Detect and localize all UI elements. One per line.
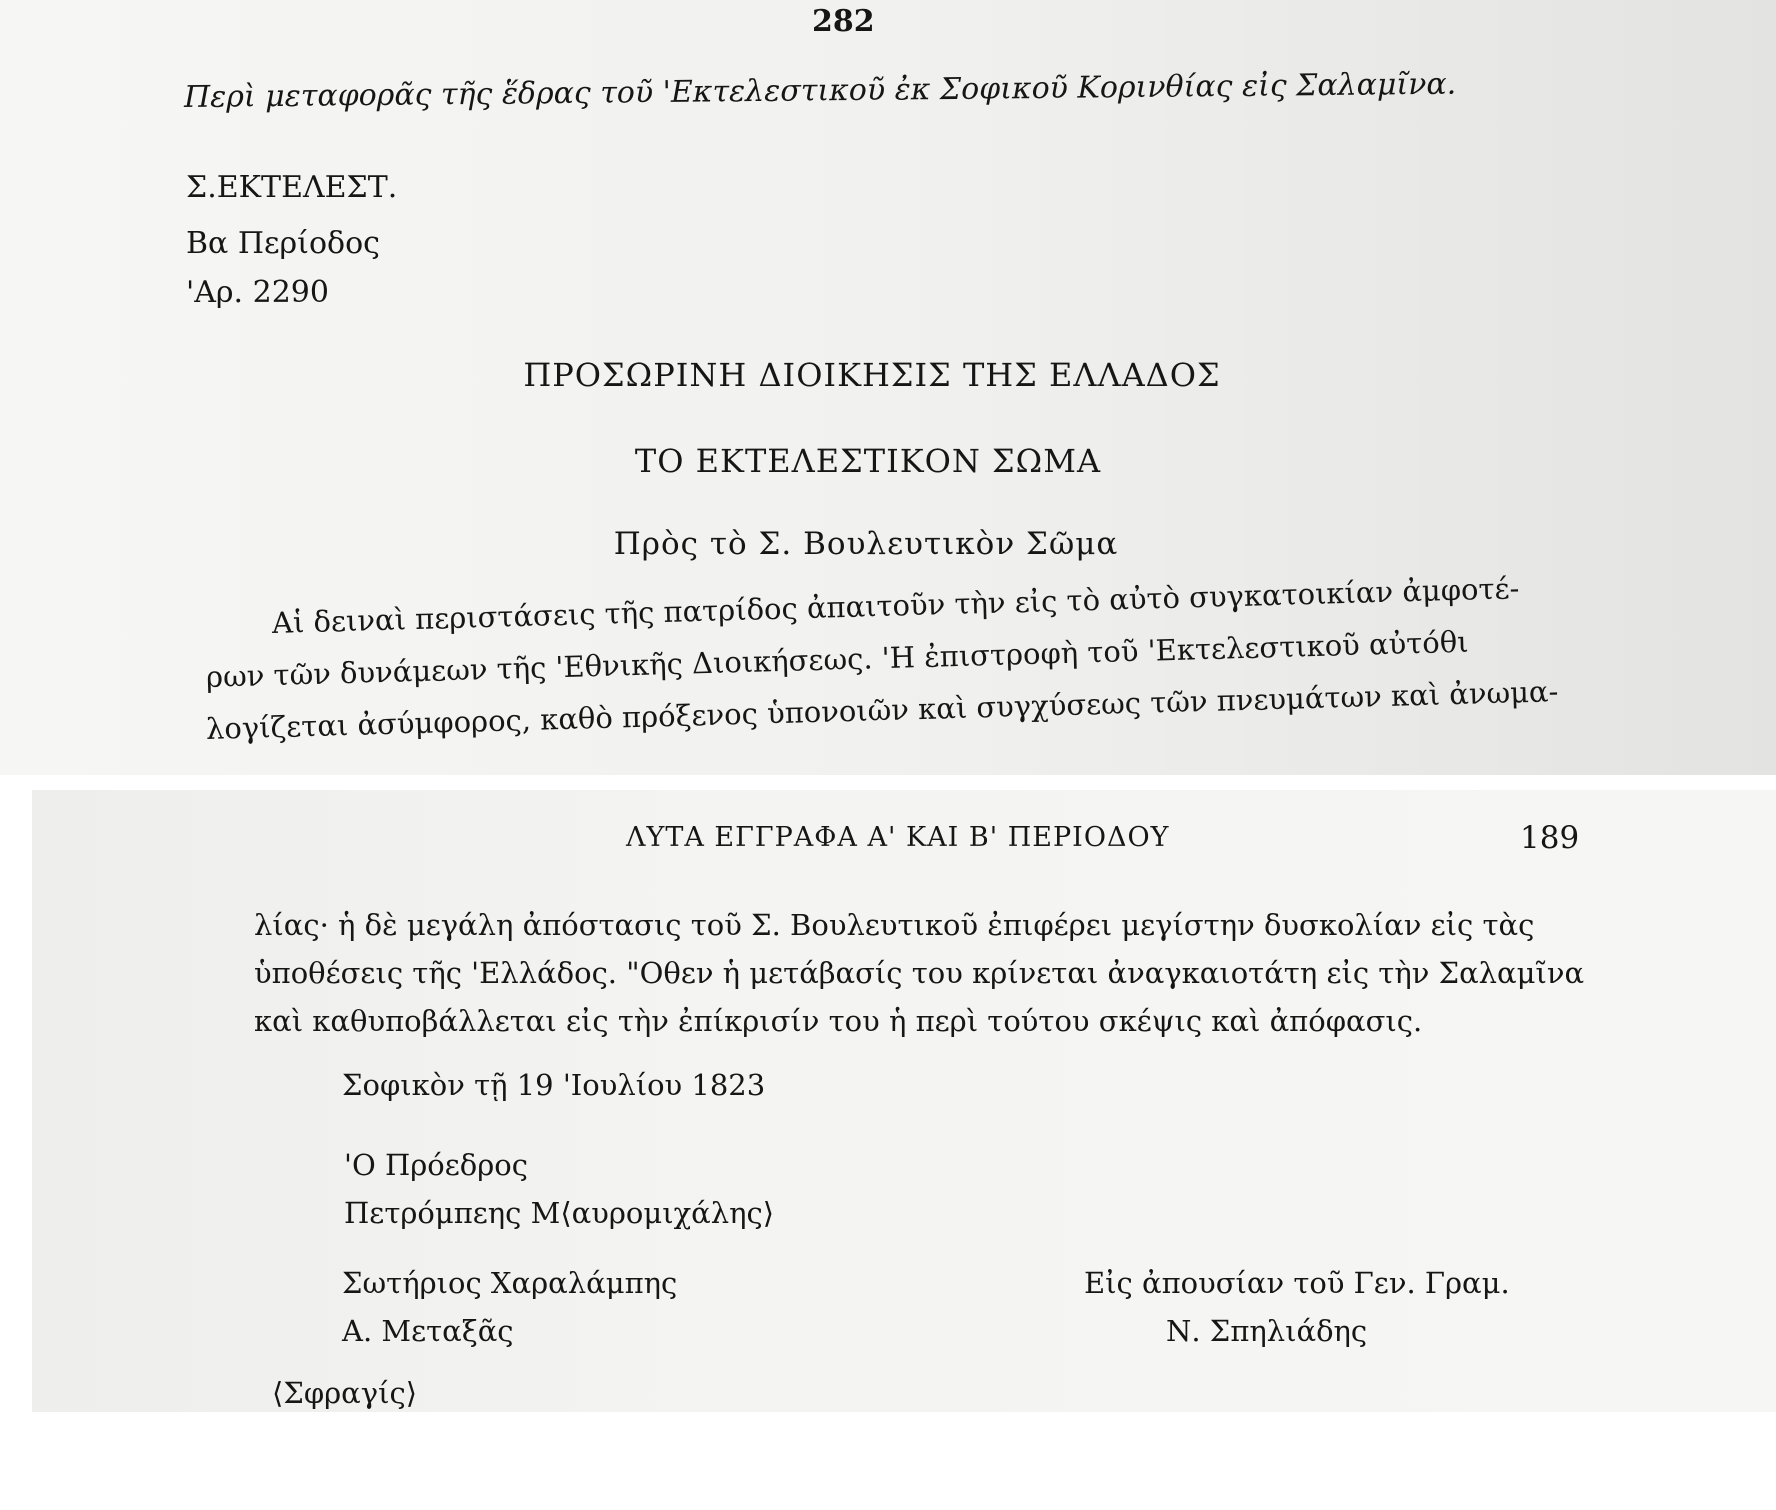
seal-note: ⟨Σφραγίς⟩ bbox=[272, 1376, 418, 1410]
page-number: 282 bbox=[812, 4, 875, 39]
heading-government: ΠΡΟΣΩΡΙΝΗ ΔΙΟΙΚΗΣΙΣ ΤΗΣ ΕΛΛΑΔΟΣ bbox=[523, 356, 1221, 394]
heading-addressee: Πρὸς τὸ Σ. Βουλευτικὸν Σῶμα bbox=[613, 526, 1119, 562]
body-line-5: ὑποθέσεις τῆς 'Ελλάδος. "Οθεν ἡ μετάβασίς του κρίνεται ἀναγκαιοτάτη εἰς τὴν Σαλαμῖνα bbox=[254, 956, 1585, 990]
ref-line-3: 'Αρ. 2290 bbox=[186, 275, 329, 310]
absence-note: Εἰς ἀπουσίαν τοῦ Γεν. Γραμ. bbox=[1084, 1266, 1510, 1300]
body-line-6: καὶ καθυποβάλλεται εἰς τὴν ἐπίκρισίν του ἡ περὶ τούτου σκέψις καὶ ἀπόφασις. bbox=[254, 1004, 1423, 1038]
body-line-4: λίας· ἡ δὲ μεγάλη ἀπόστασις τοῦ Σ. Βουλευτικοῦ ἐπιφέρει μεγίστην δυσκολίαν εἰς τὰς bbox=[254, 908, 1535, 942]
president-name: Πετρόμπεης Μ⟨αυρομιχάλης⟩ bbox=[344, 1196, 775, 1230]
date-line: Σοφικὸν τῇ 19 'Ιουλίου 1823 bbox=[342, 1068, 766, 1102]
ref-line-2: Βα Περίοδος bbox=[186, 226, 380, 261]
document-subject: Περὶ μεταφορᾶς τῆς ἕδρας τοῦ 'Εκτελεστικοῦ ἐκ Σοφικοῦ Κορινθίας εἰς Σαλαμῖνα. bbox=[183, 66, 1457, 115]
heading-executive-body: ΤΟ ΕΚΤΕΛΕΣΤΙΚΟΝ ΣΩΜΑ bbox=[634, 442, 1102, 480]
ref-line-1: Σ.ΕΚΤΕΛΕΣΤ. bbox=[186, 170, 398, 205]
signer-spiliadis: Ν. Σπηλιάδης bbox=[1166, 1314, 1368, 1348]
signer-metaxas: Α. Μεταξᾶς bbox=[342, 1314, 514, 1348]
body-line-1: Αἱ δειναὶ περιστάσεις τῆς πατρίδος ἀπαιτοῦν τὴν εἰς τὸ αὐτὸ συγκατοικίαν ἀμφοτέ- bbox=[271, 571, 1520, 640]
scan-bottom-page bbox=[32, 790, 1776, 1412]
body-line-2: ρων τῶν δυνάμεων τῆς 'Εθνικῆς Διοικήσεως. 'Η ἐπιστροφὴ τοῦ 'Εκτελεστικοῦ αὐτόθι bbox=[205, 624, 1469, 694]
signer-charalampis: Σωτήριος Χαραλάμπης bbox=[342, 1266, 678, 1300]
page-number: 189 bbox=[1520, 820, 1580, 856]
president-title: 'Ο Πρόεδρος bbox=[344, 1148, 528, 1182]
body-line-3: λογίζεται ἀσύμφορος, καθὸ πρόξενος ὑπονοιῶν καὶ συγχύσεως τῶν πνευμάτων καὶ ἀνωμα- bbox=[205, 674, 1559, 746]
running-head: ΛΥΤΑ ΕΓΓΡΑΦΑ Α' ΚΑΙ Β' ΠΕΡΙΟΔΟΥ bbox=[626, 822, 1170, 853]
